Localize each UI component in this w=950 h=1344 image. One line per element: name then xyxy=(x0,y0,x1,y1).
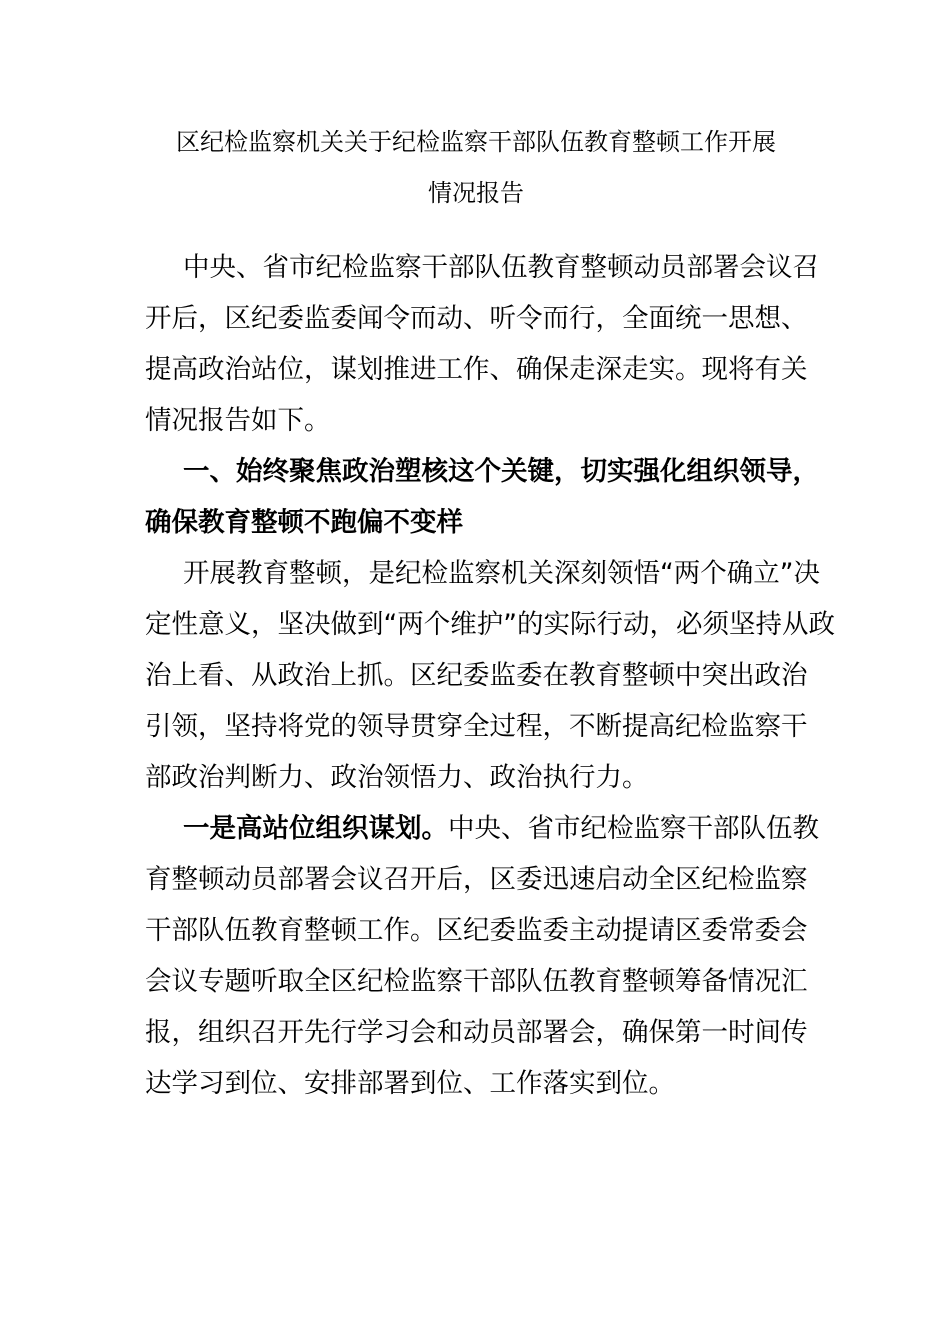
document-title-line-1: 区纪检监察机关关于纪检监察干部队伍教育整顿工作开展 xyxy=(176,128,776,156)
paragraph-3-line-1 xyxy=(183,813,819,845)
paragraph-1-line-1: 中央、省市纪检监察干部队伍教育整顿动员部署会议召 xyxy=(183,252,819,283)
paragraph-2-line-4: 引领，坚持将党的领导贯穿全过程，不断提高纪检监察干 xyxy=(145,711,808,742)
document-title-line-2: 情况报告 xyxy=(428,179,524,207)
paragraph-2-line-3: 治上看、从政治上抓。区纪委监委在教育整顿中突出政治 xyxy=(145,660,808,691)
paragraph-1-line-3: 提高政治站位，谋划推进工作、确保走深走实。现将有关 xyxy=(145,354,808,385)
paragraph-2-line-2: 定性意义，坚决做到“两个维护”的实际行动，必须坚持从政 xyxy=(145,609,835,640)
section-heading-1-line-1: 一、始终聚焦政治塑核这个关键，切实强化组织领导， xyxy=(183,456,819,487)
paragraph-3-line-2: 育整顿动员部署会议召开后，区委迅速启动全区纪检监察 xyxy=(145,864,808,895)
paragraph-2-line-1: 开展教育整顿，是纪检监察机关深刻领悟“两个确立”决 xyxy=(183,558,820,589)
paragraph-1-line-4: 情况报告如下。 xyxy=(145,405,331,436)
paragraph-2-line-5: 部政治判断力、政治领悟力、政治执行力。 xyxy=(145,762,649,793)
paragraph-3-line-1-rest: 中央、省市纪检监察干部队伍教 xyxy=(448,813,819,844)
section-heading-1-line-2: 确保教育整顿不跑偏不变样 xyxy=(145,507,463,538)
paragraph-3-lead: 一是高站位组织谋划。 xyxy=(183,813,448,844)
paragraph-3-line-5: 报，组织召开先行学习会和动员部署会，确保第一时间传 xyxy=(145,1017,808,1048)
paragraph-3-line-6: 达学习到位、安排部署到位、工作落实到位。 xyxy=(145,1068,675,1099)
paragraph-1-line-2: 开后，区纪委监委闻令而动、听令而行，全面统一思想、 xyxy=(145,303,808,334)
paragraph-3-line-3: 干部队伍教育整顿工作。区纪委监委主动提请区委常委会 xyxy=(145,915,808,946)
paragraph-3-line-4: 会议专题听取全区纪检监察干部队伍教育整顿筹备情况汇 xyxy=(145,966,808,997)
